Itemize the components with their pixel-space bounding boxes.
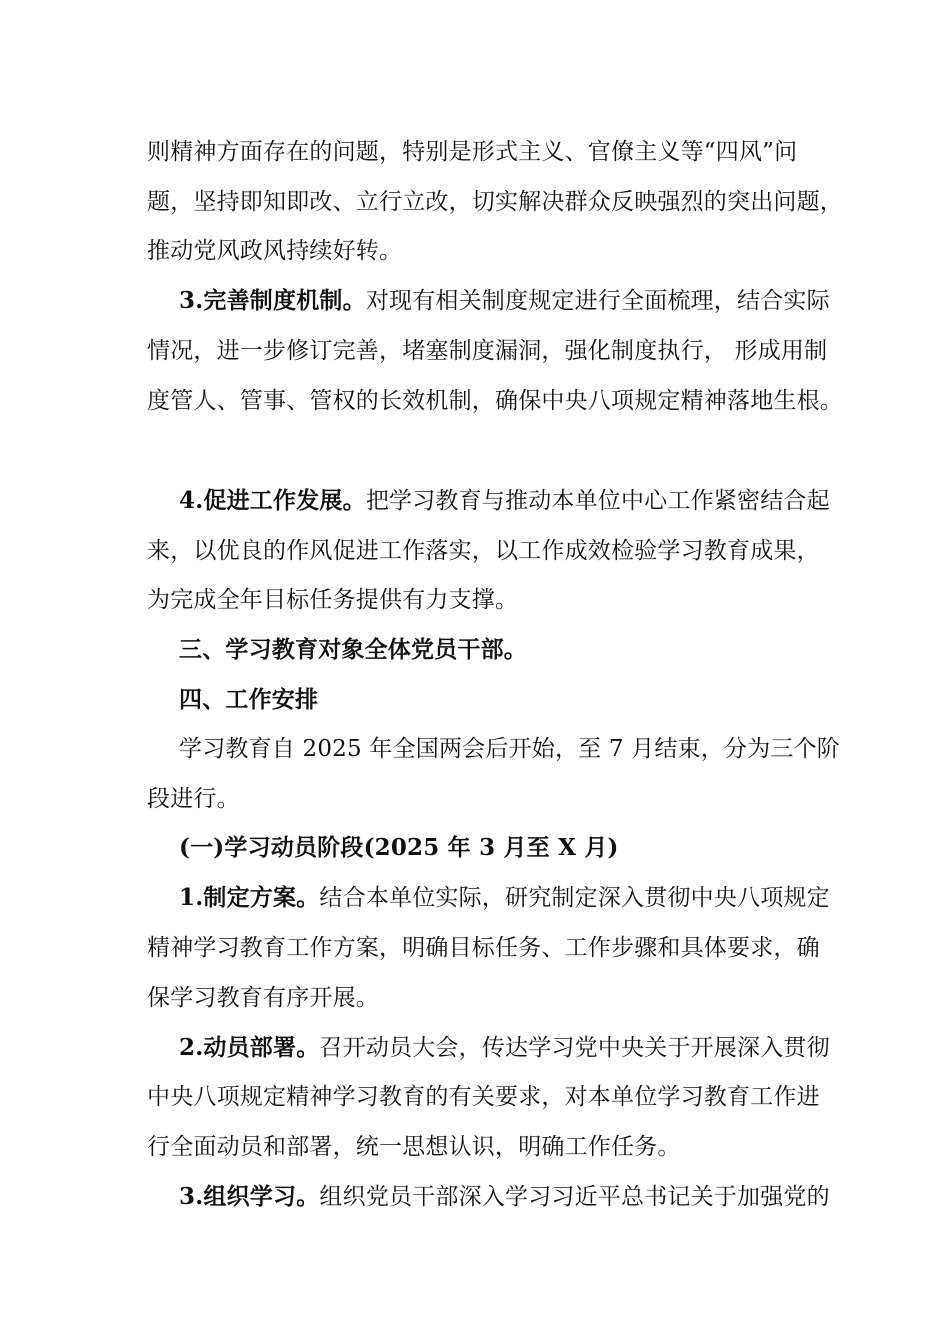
paragraph-line: 为完成全年目标任务提供有力支撑。 — [147, 587, 519, 613]
paragraph-line — [179, 1033, 830, 1063]
paragraph-line: 度管人、管事、管权的长效机制，确保中央八项规定精神落地生根。 — [147, 388, 843, 414]
paragraph-line: 题，坚持即知即改、立行立改，切实解决群众反映强烈的突出问题， — [147, 189, 843, 215]
paragraph-line — [179, 1182, 830, 1212]
item-text: 组织党员干部深入学习习近平总书记关于加强党的 — [319, 1184, 830, 1210]
item-text: 对现有相关制度规定进行全面梳理，结合实际 — [365, 288, 830, 314]
item-heading: 3.完善制度机制。 — [179, 287, 366, 314]
paragraph-line: 学习教育自 2025 年全国两会后开始，至 7 月结束，分为三个阶 — [179, 736, 841, 762]
paragraph-line — [179, 883, 830, 913]
paragraph-line: 精神学习教育工作方案，明确目标任务、工作步骤和具体要求，确 — [147, 935, 820, 961]
phase-heading: (一)学习动员阶段(2025 年 3 月至 X 月) — [179, 834, 619, 861]
item-heading: 3.组织学习。 — [179, 1183, 320, 1210]
paragraph-line: 中央八项规定精神学习教育的有关要求，对本单位学习教育工作进 — [147, 1084, 820, 1110]
paragraph-line — [179, 286, 830, 316]
paragraph-line — [179, 486, 830, 516]
item-text: 把学习教育与推动本单位中心工作紧密结合起 — [365, 488, 830, 514]
paragraph-line: 情况，进一步修订完善，堵塞制度漏洞，强化制度执行， 形成用制 — [147, 338, 828, 364]
paragraph-line: 则精神方面存在的问题，特别是形式主义、官僚主义等“四风”问 — [147, 139, 798, 165]
item-text: 召开动员大会，传达学习党中央关于开展深入贯彻 — [319, 1035, 830, 1061]
item-text: 结合本单位实际，研究制定深入贯彻中央八项规定 — [319, 885, 830, 911]
item-heading: 1.制定方案。 — [179, 884, 320, 911]
item-heading: 2.动员部署。 — [179, 1034, 320, 1061]
section-heading: 三、学习教育对象全体党员干部。 — [179, 636, 527, 663]
section-heading: 四、工作安排 — [179, 686, 319, 713]
paragraph-line: 保学习教育有序开展。 — [147, 985, 379, 1011]
paragraph-line: 段进行。 — [147, 786, 240, 812]
item-heading: 4.促进工作发展。 — [179, 487, 366, 514]
paragraph-line: 行全面动员和部署，统一思想认识，明确工作任务。 — [147, 1134, 681, 1160]
paragraph-line: 推动党风政风持续好转。 — [147, 238, 403, 264]
paragraph-line: 来，以优良的作风促进工作落实，以工作成效检验学习教育成果， — [147, 538, 820, 564]
